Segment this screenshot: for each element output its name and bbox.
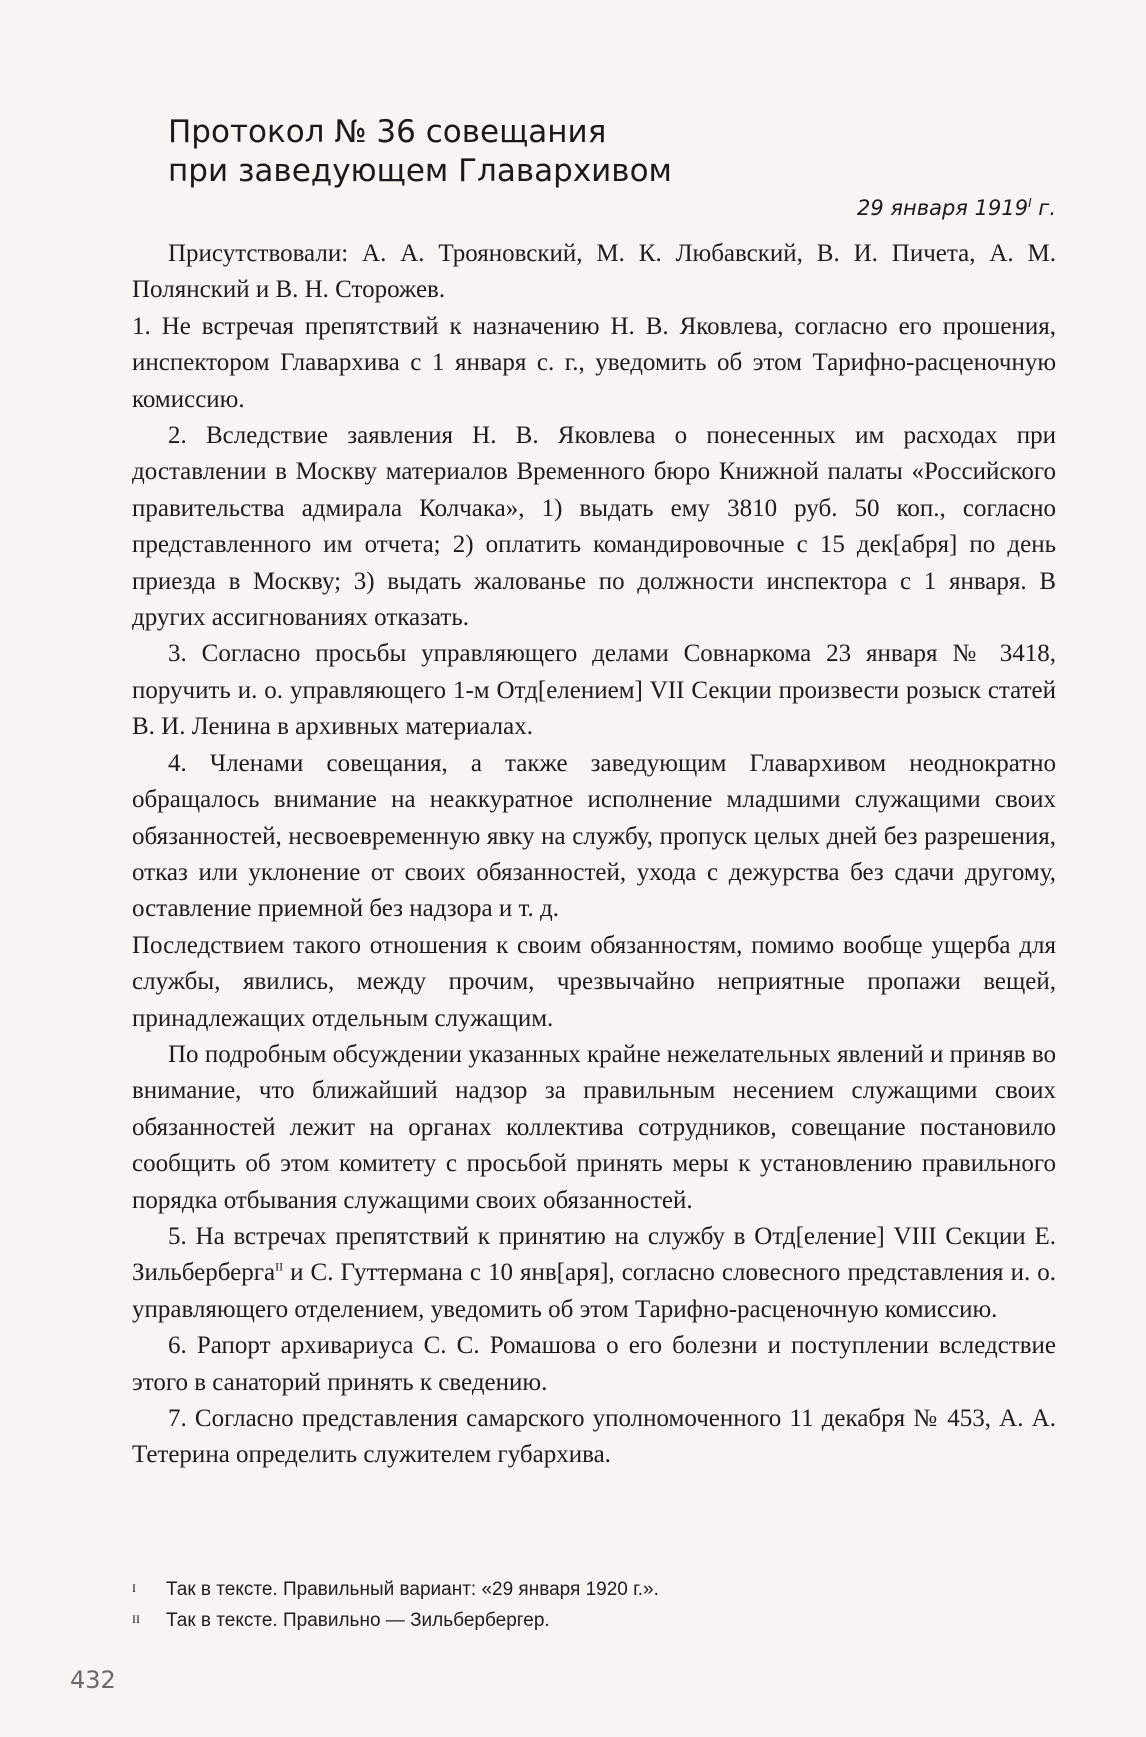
footnote-2-text: Так в тексте. Правильно — Зильбербергер. [166, 1610, 550, 1631]
item-5-footnote-mark: II [275, 1260, 284, 1275]
attendees-paragraph: Присутствовали: А. А. Трояновский, М. К. Любавский, В. И. Пичета, А. М. Полянский и В. Н. Сторожев. [132, 240, 1056, 304]
date-footnote-mark: I [1028, 196, 1032, 210]
item-4-consequences-paragraph: Последствием такого отношения к своим обязанностям, помимо вообще ущерба для службы, явились, между прочим, чрезвычайно неприятные пропажи вещей, принадлежащих отдельным служащим. [132, 931, 1056, 1032]
document-title [168, 113, 868, 191]
footnote-1 [132, 1574, 1032, 1605]
footnote-2-mark: II [132, 1612, 140, 1626]
item-3-paragraph: 3. Согласно просьбы управляющего делами Совнаркома 23 января № 3418, поручить и. о. управляющего 1-м Отд[елением] VII Секции произвести розыск статей В. И. Ленина в архивных материалах. [132, 640, 1056, 741]
document-date [857, 196, 1056, 220]
page-number: 432 [70, 1666, 116, 1694]
document-body [132, 236, 1056, 1474]
footnotes [132, 1574, 1032, 1636]
date-suffix: г. [1031, 196, 1056, 220]
item-5-text-end: и С. Гуттермана с 10 янв[аря], согласно словесного представления и. о. управляющего отделением, уведомить об этом Тарифно-расценочную комиссию. [132, 1259, 1056, 1323]
item-7-paragraph: 7. Согласно представления самарского уполномоченного 11 декабря № 453, А. А. Тетерина определить служителем губархива. [132, 1405, 1056, 1469]
date-text: 29 января 1919 [856, 196, 1029, 220]
footnote-2 [132, 1605, 1032, 1636]
footnote-1-text: Так в тексте. Правильный вариант: «29 января 1920 г.». [166, 1579, 659, 1600]
title-line-2: при заведующем Главархивом [168, 152, 672, 189]
item-6-paragraph: 6. Рапорт архивариуса С. С. Ромашова о его болезни и поступлении вследствие этого в санаторий принять к сведению. [132, 1332, 1056, 1396]
title-line-1: Протокол № 36 совещания [168, 113, 607, 150]
item-4-paragraph: 4. Членами совещания, а также заведующим Главархивом неоднократно обращалось внимание на неаккуратное исполнение младшими служащими своих обязанностей, несвоевременную явку на службу, пропуск целых дней без разрешения, отказ или уклонение от своих обязанностей, ухода с дежурства без сдачи другому, оставление приемной без надзора и т. д. [132, 749, 1056, 923]
item-5-text-start: 5. На встречах препятствий к принятию на службу в Отд[еление] VIII Секции Е. Зильберберга [132, 1222, 1056, 1287]
item-4-decision-paragraph: По подробным обсуждении указанных крайне нежелательных явлений и приняв во внимание, что ближайший надзор за правильным несением служащими своих обязанностей лежит на органах коллектива сотрудников, совещание постановило сообщить об этом комитету с просьбой принять меры к установлению правильного порядка отбывания служащими своих обязанностей. [132, 1040, 1056, 1214]
item-1-paragraph: 1. Не встречая препятствий к назначению Н. В. Яковлева, согласно его прошения, инспектором Главархива с 1 января с. г., уведомить об этом Тарифно-расценочную комиссию. [132, 312, 1056, 413]
item-2-paragraph: 2. Вследствие заявления Н. В. Яковлева о понесенных им расходах при доставлении в Москву материалов Временного бюро Книжной палаты «Российского правительства адмирала Колчака», 1) выдать ему 3810 руб. 50 коп., согласно представленного им отчета; 2) оплатить командировочные с 15 дек[абря] по день приезда в Москву; 3) выдать жалованье по должности инспектора с 1 января. В других ассигнованиях отказать. [132, 422, 1056, 632]
item-5-paragraph [132, 1219, 1056, 1328]
footnote-1-mark: I [132, 1581, 136, 1595]
